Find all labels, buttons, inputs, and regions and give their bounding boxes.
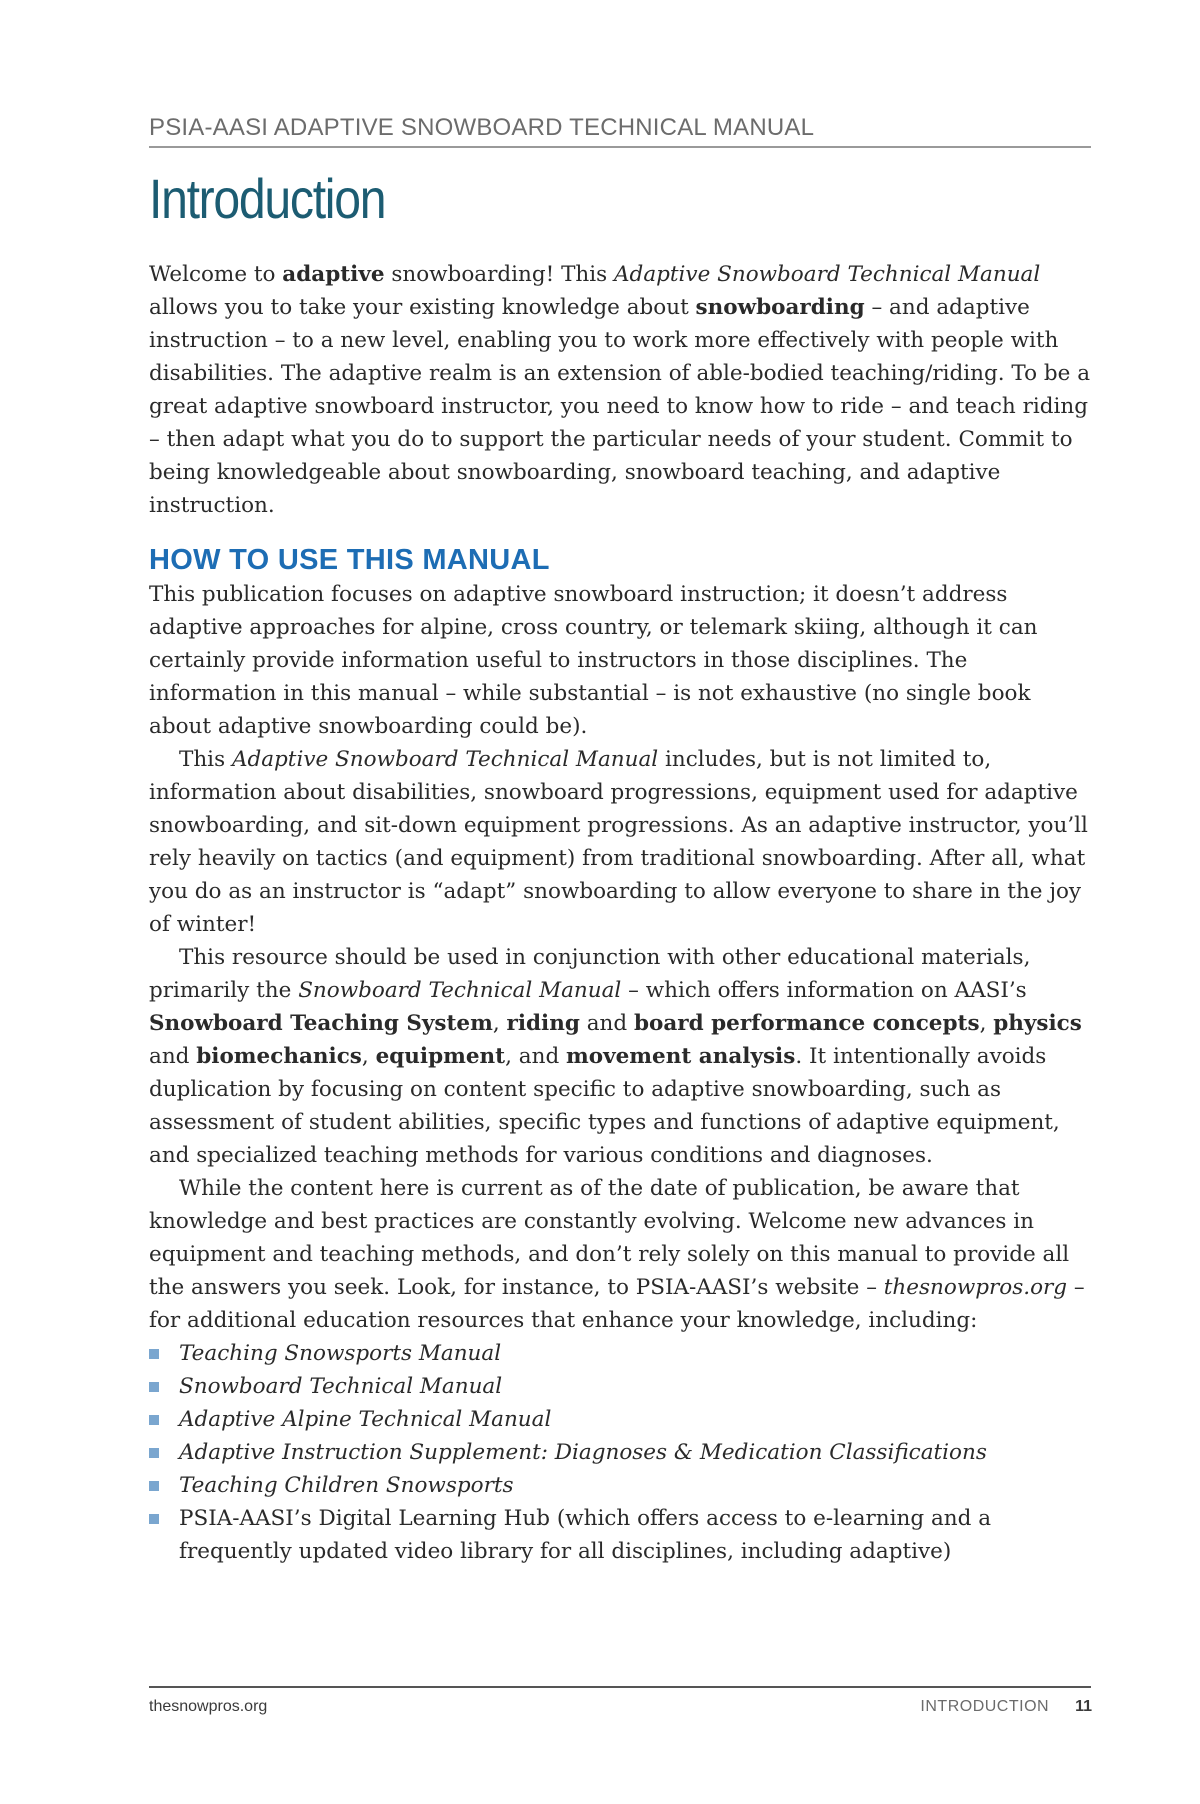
list-item [149,1370,1093,1403]
footer-website: thesnowpros.org [149,1698,268,1715]
bold-term: Snowboard Teaching System [149,1011,493,1036]
list-item [149,1502,1093,1568]
paragraph-publication-focus: This publication focuses on adaptive snowboard instruction; it doesn’t address adaptive approaches for alpine, cross country, or telemark skiing, although it can certainly provide information useful to instructors in those disciplines. The information in this manual – while substantial – is not exhaustive (no single book about adaptive snowboarding could be). [149,582,1038,739]
resource-title: PSIA-AASI’s Digital Learning Hub (which offers access to e-learning and a frequently updated video library for all disciplines, including adaptive) [179,1506,992,1564]
text-run: and [579,1011,634,1036]
list-item [149,1403,1093,1436]
square-bullet-icon [149,1382,159,1392]
book-title: Adaptive Snowboard Technical Manual [614,262,1041,287]
text-run: – for additional education resources that enhance your knowledge, including: [149,1275,1085,1333]
text-run: allows you to take your existing knowledge about [149,295,696,320]
website-link: thesnowpros.org [883,1275,1068,1300]
resource-title: Teaching Snowsports Manual [179,1341,502,1366]
text-run: . It intentionally avoids duplication by focusing on content specific to adaptive snowboarding, such as assessment of student abilities, specific types and functions of adaptive equipment, and specialized teaching methods for various conditions and diagnoses. [149,1044,1060,1168]
bold-term: movement analysis [566,1044,796,1069]
text-run: Welcome to [149,262,283,287]
book-title: Adaptive Snowboard Technical Manual [231,747,659,772]
square-bullet-icon [149,1349,159,1359]
resource-title: Teaching Children Snowsports [179,1473,514,1498]
text-run: , and [505,1044,567,1069]
page-title: Introduction [149,167,386,230]
list-item [149,1337,1093,1370]
text-run: This [179,747,232,772]
text-run: , [492,1011,507,1036]
bold-term: equipment [375,1044,506,1069]
header-divider [149,146,1091,148]
footer-page-info [920,1698,1092,1716]
resource-title: Snowboard Technical Manual [179,1374,503,1399]
bold-term: physics [993,1011,1082,1036]
square-bullet-icon [149,1481,159,1491]
text-run: – and adaptive instruction – to a new level, enabling you to work more effectively with people with disabilities. The adaptive realm is an extension of able-bodied teaching/riding. To be a great adaptive snowboard instructor, you need to know how to ride – and teach riding – then adapt what you do to support the particular needs of your student. Commit to being knowledgeable about snowboarding, snowboard teaching, and adaptive instruction. [149,295,1091,518]
bold-term: riding [506,1011,580,1036]
resource-list [149,1337,1093,1568]
bold-term: biomechanics [196,1044,362,1069]
text-run: , [979,1011,994,1036]
book-title: Snowboard Technical Manual [298,978,622,1003]
footer-section-name: INTRODUCTION [920,1698,1050,1715]
footer-divider [149,1686,1091,1688]
text-run: and [149,1044,197,1069]
square-bullet-icon [149,1448,159,1458]
text-run: snowboarding! This [384,262,615,287]
text-run: This resource should be used in conjunction with other educational materials, primarily the [149,945,1031,1003]
list-item [149,1469,1093,1502]
text-run: – which offers information on AASI’s [621,978,1027,1003]
bold-term: snowboarding [695,295,865,320]
resource-title: Adaptive Instruction Supplement: Diagnoses & Medication Classifications [179,1440,987,1465]
resource-title: Adaptive Alpine Technical Manual [179,1407,552,1432]
text-run: While the content here is current as of the date of publication, be aware that knowledge and best practices are constantly evolving. Welcome new advances in equipment and teaching methods, and don’t rely solely on this manual to provide all the answers you seek. Look, for instance, to PSIA-AASI’s website – [149,1176,1070,1300]
square-bullet-icon [149,1415,159,1425]
page-number: 11 [1075,1698,1092,1715]
text-run: includes, but is not limited to, information about disabilities, snowboard progressions, equipment used for adaptive snowboarding, and sit-down equipment progressions. As an adaptive instructor, you’ll rely heavily on tactics (and equipment) from traditional snowboarding. After all, what you do as an instructor is “adapt” snowboarding to allow everyone to share in the joy of winter! [149,747,1088,937]
section-heading: HOW TO USE THIS MANUAL [149,544,550,576]
paragraph-conjunction [149,941,1093,1172]
intro-paragraph [149,258,1093,522]
list-item [149,1436,1093,1469]
bold-term: adaptive [282,262,385,287]
body-text [149,258,1093,1568]
bold-term: board performance concepts [633,1011,980,1036]
paragraph-manual-includes [149,743,1093,941]
square-bullet-icon [149,1514,159,1524]
running-header: PSIA-AASI ADAPTIVE SNOWBOARD TECHNICAL MANUAL [149,114,815,141]
paragraph-current-content [149,1172,1093,1337]
text-run: , [361,1044,376,1069]
